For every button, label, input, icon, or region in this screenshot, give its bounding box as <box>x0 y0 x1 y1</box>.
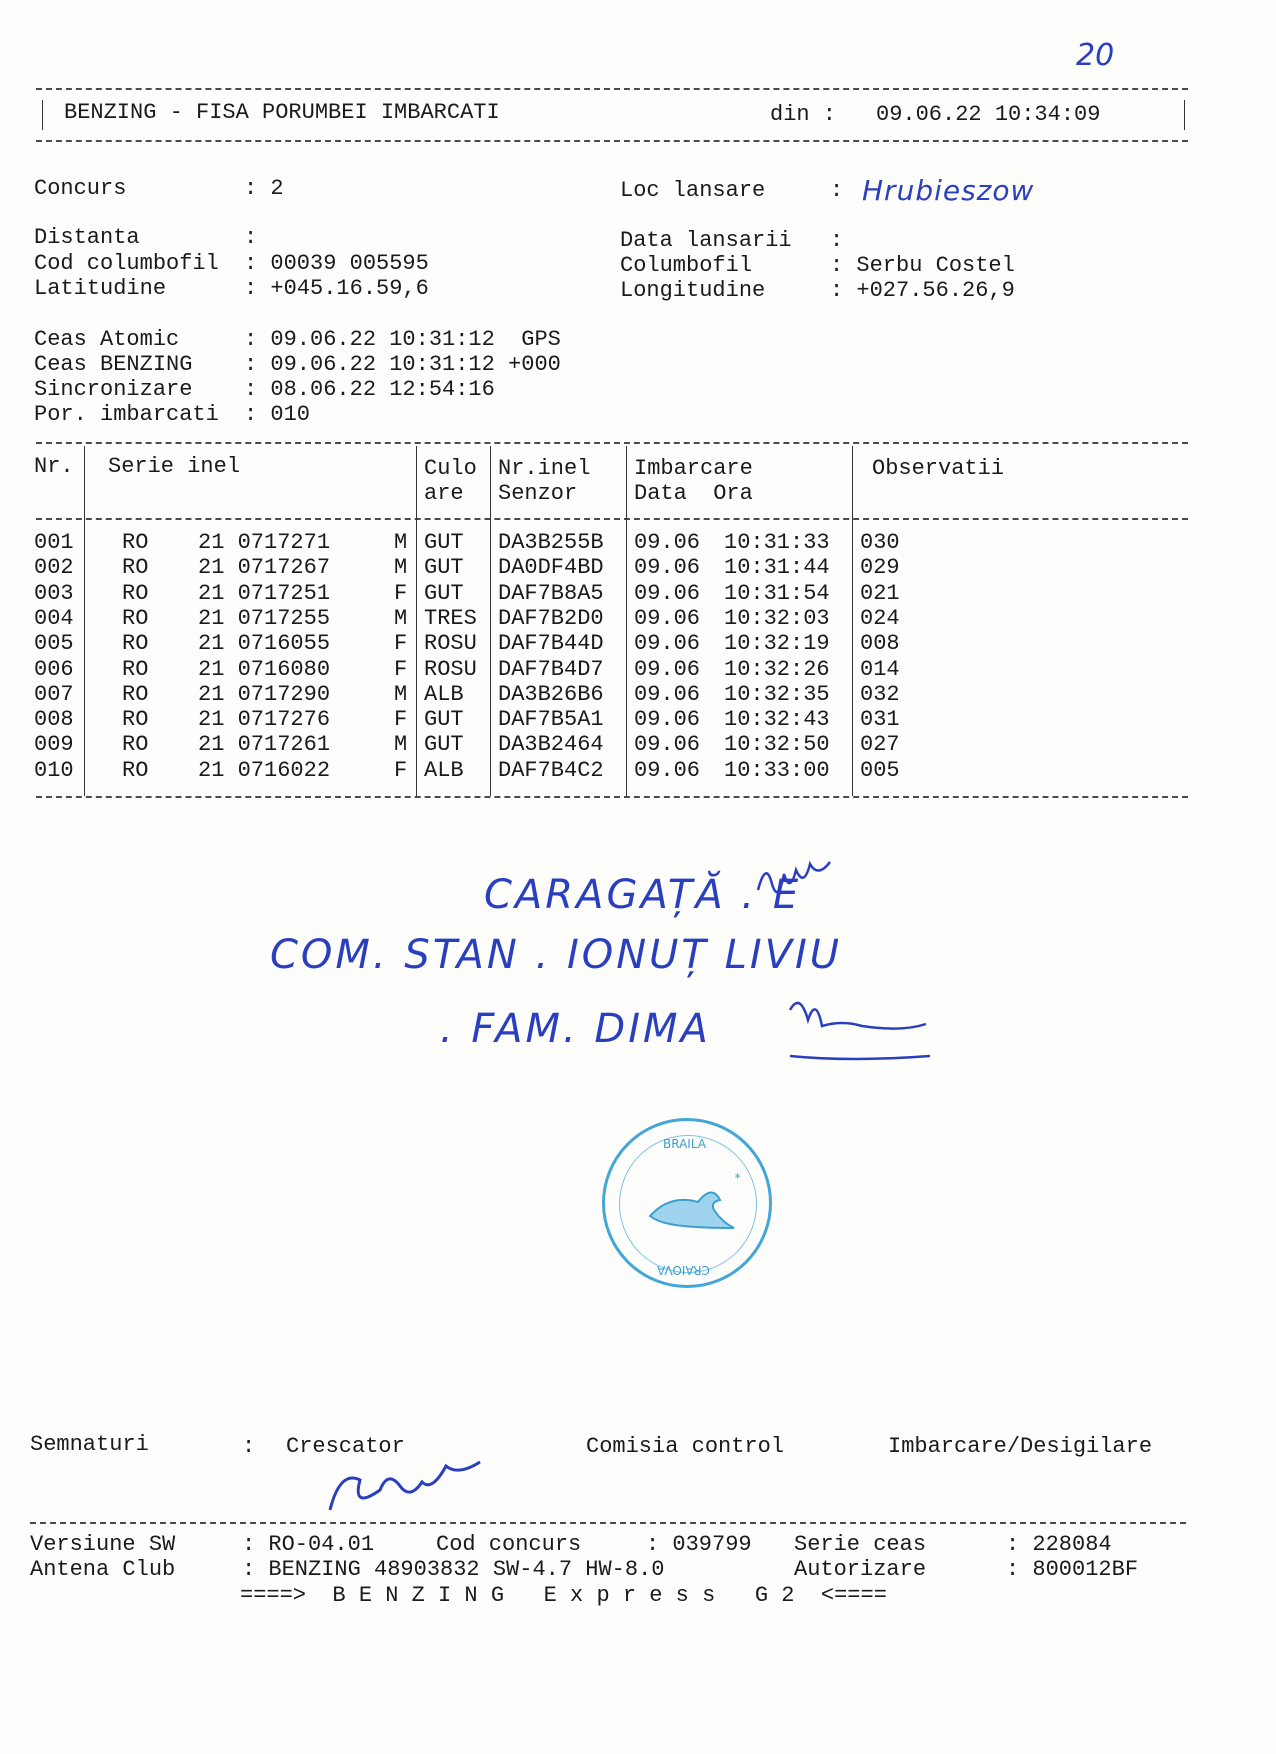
info-columbofil-label: Columbofil <box>620 253 753 278</box>
col-sep-3 <box>490 446 491 796</box>
col-header-serie: Serie inel <box>108 454 241 479</box>
cell-nr: 010 <box>34 757 74 783</box>
cell-nr: 003 <box>34 580 74 606</box>
col-header-nr: Nr. <box>34 454 74 479</box>
stamp-text-top: BRAILA <box>663 1137 707 1151</box>
info-longitudine-value: : +027.56.26,9 <box>830 278 1015 303</box>
cell-sex: F <box>394 757 408 783</box>
cell-ring: 21 0716055 <box>198 631 331 657</box>
cell-observatii: 024 <box>860 605 900 631</box>
cell-sex: M <box>394 681 408 707</box>
col-header-senzor-1: Nr.inel <box>498 456 591 481</box>
cell-ring: 21 0717276 <box>198 707 331 733</box>
info-data-lansarii-value: : <box>830 228 844 253</box>
cell-sex: F <box>394 580 408 606</box>
club-stamp <box>602 1118 772 1288</box>
clock-sync-value: : 08.06.22 12:54:16 <box>244 377 495 402</box>
footer-autorizare-value: : 800012BF <box>1006 1557 1139 1582</box>
cell-sensor: DA3B2464 <box>498 732 604 758</box>
signature-crescator <box>330 1462 480 1510</box>
header-bottom-rule <box>36 140 1188 142</box>
cell-observatii: 031 <box>860 707 900 733</box>
table-top-rule <box>36 442 1188 444</box>
cell-observatii: 032 <box>860 681 900 707</box>
cell-color: GUT <box>424 580 464 606</box>
cell-time: 10:32:50 <box>724 732 830 758</box>
cell-time: 10:32:03 <box>724 605 830 631</box>
cell-color: GUT <box>424 555 464 581</box>
header-right-border <box>1184 100 1185 130</box>
cell-sensor: DAF7B8A5 <box>498 580 604 606</box>
cell-date: 09.06 <box>634 580 701 606</box>
cell-color: ALB <box>424 681 464 707</box>
cell-sensor: DAF7B4C2 <box>498 757 604 783</box>
signature-comisia-label: Comisia control <box>586 1434 785 1459</box>
col-header-imbarcare-1: Imbarcare <box>634 456 753 481</box>
clock-benzing-label: Ceas BENZING <box>34 352 193 377</box>
footer-serie-value: : 228084 <box>1006 1532 1112 1557</box>
info-longitudine-label: Longitudine <box>620 278 766 303</box>
cell-observatii: 027 <box>860 732 900 758</box>
footer-banner: ====> B E N Z I N G E x p r e s s G 2 <==== <box>240 1583 887 1608</box>
info-columbofil-value: : Serbu Costel <box>830 253 1015 278</box>
cell-nr: 007 <box>34 681 74 707</box>
clock-benzing-value: : 09.06.22 10:31:12 +000 <box>244 352 561 377</box>
cell-nr: 008 <box>34 707 74 733</box>
cell-sensor: DAF7B4D7 <box>498 656 604 682</box>
table-header-rule <box>36 518 1188 520</box>
cell-nr: 009 <box>34 732 74 758</box>
cell-country: RO <box>122 580 149 606</box>
footer-serie-label: Serie ceas <box>794 1532 927 1557</box>
cell-time: 10:32:26 <box>724 656 830 682</box>
info-concurs-label: Concurs <box>34 176 127 201</box>
header-left-border <box>42 100 43 130</box>
cell-sensor: DAF7B5A1 <box>498 707 604 733</box>
cell-sensor: DA3B26B6 <box>498 681 604 707</box>
cell-sex: M <box>394 555 408 581</box>
info-cod-value: : 00039 005595 <box>244 251 429 276</box>
cell-ring: 21 0716022 <box>198 757 331 783</box>
cell-sex: F <box>394 707 408 733</box>
col-sep-5 <box>852 446 853 796</box>
cell-sensor: DA0DF4BD <box>498 555 604 581</box>
cell-sex: M <box>394 605 408 631</box>
cell-color: TRES <box>424 605 477 631</box>
cell-nr: 006 <box>34 656 74 682</box>
table-bottom-rule <box>36 796 1188 798</box>
clock-atomic-label: Ceas Atomic <box>34 327 180 352</box>
footer-cod-value: : 039799 <box>646 1532 752 1557</box>
col-header-imbarcare-2: Data Ora <box>634 481 753 506</box>
cell-date: 09.06 <box>634 605 701 631</box>
cell-country: RO <box>122 530 149 555</box>
header-top-rule <box>36 88 1188 90</box>
col-sep-1 <box>84 446 85 796</box>
cell-ring: 21 0717290 <box>198 681 331 707</box>
cell-sex: M <box>394 530 408 555</box>
svg-text:*: * <box>734 1171 742 1185</box>
cell-date: 09.06 <box>634 555 701 581</box>
footer-rule <box>30 1522 1186 1524</box>
footer-antena-value: : BENZING 48903832 SW-4.7 HW-8.0 <box>242 1557 665 1582</box>
handwritten-location: Hrubieszow <box>862 174 1035 207</box>
cell-sensor: DAF7B2D0 <box>498 605 604 631</box>
cell-date: 09.06 <box>634 707 701 733</box>
footer-cod-label: Cod concurs <box>436 1532 582 1557</box>
document-title: BENZING - FISA PORUMBEI IMBARCATI <box>64 100 500 125</box>
cell-ring: 21 0717261 <box>198 732 331 758</box>
clock-imbarcati-value: : 010 <box>244 402 311 427</box>
cell-time: 10:31:44 <box>724 555 830 581</box>
clock-sync-label: Sincronizare <box>34 377 193 402</box>
cell-country: RO <box>122 656 149 682</box>
col-header-observatii: Observatii <box>872 456 1005 481</box>
cell-date: 09.06 <box>634 681 701 707</box>
cell-date: 09.06 <box>634 530 701 555</box>
cell-color: GUT <box>424 530 464 555</box>
page-number: 20 <box>1076 38 1115 73</box>
cell-sensor: DAF7B44D <box>498 631 604 657</box>
signature-dima <box>790 1003 930 1059</box>
cell-ring: 21 0717255 <box>198 605 331 631</box>
cell-time: 10:32:43 <box>724 707 830 733</box>
col-header-culoare-1: Culo <box>424 456 477 481</box>
info-cod-label: Cod columbofil <box>34 251 219 276</box>
cell-country: RO <box>122 732 149 758</box>
cell-color: ROSU <box>424 631 477 657</box>
handwritten-note-3: . FAM. DIMA <box>440 1006 711 1052</box>
cell-observatii: 021 <box>860 580 900 606</box>
cell-country: RO <box>122 757 149 783</box>
cell-nr: 002 <box>34 555 74 581</box>
cell-color: ROSU <box>424 656 477 682</box>
cell-country: RO <box>122 631 149 657</box>
cell-ring: 21 0717271 <box>198 530 331 555</box>
cell-ring: 21 0716080 <box>198 656 331 682</box>
cell-time: 10:32:19 <box>724 631 830 657</box>
cell-sex: M <box>394 732 408 758</box>
signature-imbarcare-label: Imbarcare/Desigilare <box>888 1434 1153 1459</box>
footer-autorizare-label: Autorizare <box>794 1557 927 1582</box>
cell-color: GUT <box>424 707 464 733</box>
header-din-label: din : <box>770 102 837 127</box>
info-loc-label: Loc lansare <box>620 178 766 203</box>
cell-observatii: 030 <box>860 530 900 555</box>
cell-nr: 005 <box>34 631 74 657</box>
stamp-pigeon-icon <box>650 1192 734 1228</box>
cell-sex: F <box>394 631 408 657</box>
cell-nr: 004 <box>34 605 74 631</box>
cell-observatii: 008 <box>860 631 900 657</box>
cell-date: 09.06 <box>634 656 701 682</box>
cell-date: 09.06 <box>634 732 701 758</box>
handwritten-note-2: COM. STAN . IONUȚ LIVIU <box>270 932 843 978</box>
cell-ring: 21 0717251 <box>198 580 331 606</box>
cell-time: 10:31:54 <box>724 580 830 606</box>
info-latitudine-label: Latitudine <box>34 276 167 301</box>
cell-observatii: 014 <box>860 656 900 682</box>
cell-color: ALB <box>424 757 464 783</box>
info-latitudine-value: : +045.16.59,6 <box>244 276 429 301</box>
col-header-culoare-2: are <box>424 481 464 506</box>
footer-versiune-label: Versiune SW <box>30 1532 176 1557</box>
info-distanta-label: Distanta <box>34 225 140 250</box>
col-header-senzor-2: Senzor <box>498 481 578 506</box>
cell-sex: F <box>394 656 408 682</box>
cell-time: 10:31:33 <box>724 530 830 555</box>
footer-antena-label: Antena Club <box>30 1557 176 1582</box>
header-timestamp: 09.06.22 10:34:09 <box>876 102 1101 127</box>
cell-country: RO <box>122 605 149 631</box>
cell-country: RO <box>122 707 149 733</box>
stamp-text-bottom: CRAIOVA <box>657 1263 710 1277</box>
cell-observatii: 029 <box>860 555 900 581</box>
cell-ring: 21 0717267 <box>198 555 331 581</box>
cell-color: GUT <box>424 732 464 758</box>
cell-date: 09.06 <box>634 757 701 783</box>
footer-versiune-value: : RO-04.01 <box>242 1532 375 1557</box>
info-distanta-value: : <box>244 225 258 250</box>
cell-date: 09.06 <box>634 631 701 657</box>
cell-observatii: 005 <box>860 757 900 783</box>
info-data-lansarii-label: Data lansarii <box>620 228 792 253</box>
cell-country: RO <box>122 555 149 581</box>
handwritten-note-1: CARAGAȚĂ . E <box>484 872 802 918</box>
col-sep-2 <box>416 446 417 796</box>
clock-atomic-value: : 09.06.22 10:31:12 GPS <box>244 327 561 352</box>
signature-crescator-label: Crescator <box>286 1434 405 1459</box>
info-loc-value: : <box>830 178 844 203</box>
cell-sensor: DA3B255B <box>498 530 604 555</box>
cell-time: 10:32:35 <box>724 681 830 707</box>
signatures-colon: : <box>242 1434 256 1459</box>
signatures-label: Semnaturi <box>30 1432 149 1457</box>
cell-nr: 001 <box>34 530 74 555</box>
info-concurs-value: : 2 <box>244 176 284 201</box>
col-sep-4 <box>626 446 627 796</box>
cell-time: 10:33:00 <box>724 757 830 783</box>
clock-imbarcati-label: Por. imbarcati <box>34 402 219 427</box>
cell-country: RO <box>122 681 149 707</box>
